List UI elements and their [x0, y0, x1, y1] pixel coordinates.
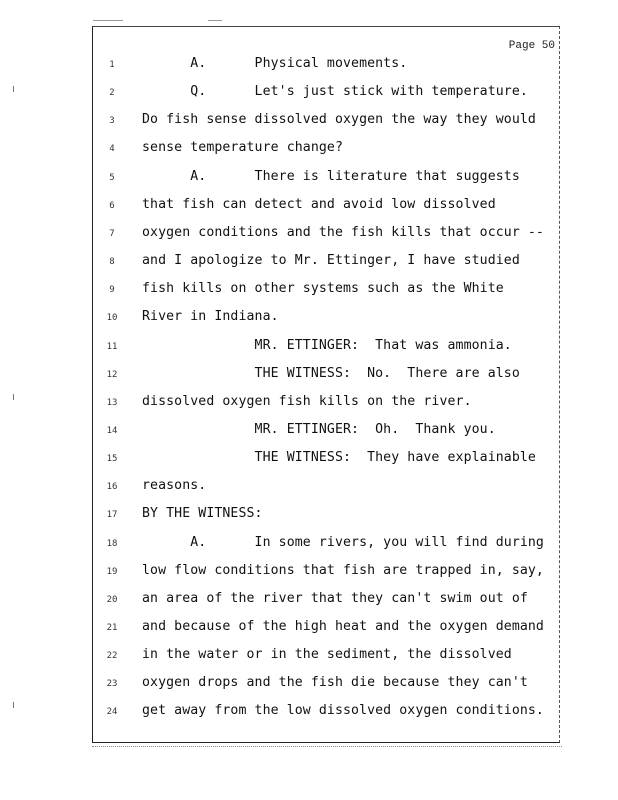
line-number: 11: [106, 341, 118, 352]
line-number: 10: [106, 313, 118, 324]
line-text: A. In some rivers, you will find during: [142, 534, 544, 550]
line-text: dissolved oxygen fish kills on the river.: [142, 393, 472, 409]
line-number: 6: [109, 200, 115, 211]
line-text: and I apologize to Mr. Ettinger, I have studied: [142, 253, 520, 269]
transcript-line: [0, 142, 618, 170]
transcript-line: [0, 705, 618, 733]
line-text: BY THE WITNESS:: [142, 506, 263, 522]
line-number: 23: [106, 679, 118, 690]
page-number: Page 50: [508, 40, 555, 52]
line-text: THE WITNESS: They have explainable: [142, 450, 536, 466]
line-number: 12: [106, 369, 118, 380]
line-text: oxygen conditions and the fish kills that occur --: [142, 224, 544, 240]
line-number: 5: [109, 172, 115, 183]
line-number: 7: [109, 228, 115, 239]
line-text: and because of the high heat and the oxygen demand: [142, 619, 544, 634]
transcript-line: [0, 365, 618, 396]
line-number: 16: [106, 482, 118, 493]
transcript-line: [0, 86, 618, 114]
transcript-line: [0, 255, 618, 283]
transcript-line: [0, 590, 618, 621]
line-number: 2: [109, 88, 115, 99]
line-text: MR. ETTINGER: Oh. Thank you.: [142, 421, 496, 437]
transcript-line: [0, 677, 618, 705]
transcript-line: [0, 58, 618, 86]
line-number: 22: [106, 651, 118, 662]
line-text: sense temperature change?: [142, 140, 343, 156]
line-number: 19: [106, 566, 118, 577]
line-number: 3: [109, 116, 115, 127]
line-text: oxygen drops and the fish die because they can't: [142, 675, 528, 691]
line-text: get away from the low dissolved oxygen conditions.: [142, 703, 544, 719]
transcript-line: [0, 480, 618, 508]
transcript-line: [0, 534, 618, 565]
line-number: 4: [109, 144, 115, 155]
transcript-line: [0, 452, 618, 480]
line-text: MR. ETTINGER: That was ammonia.: [142, 337, 512, 353]
line-number: 13: [106, 397, 118, 408]
line-number: 15: [106, 454, 118, 465]
transcript-line: [0, 621, 618, 649]
line-number: 9: [109, 285, 115, 296]
line-number: 17: [106, 510, 118, 521]
transcript-line: [0, 649, 618, 677]
line-text: fish kills on other systems such as the White: [142, 281, 504, 297]
scan-mark: [208, 20, 222, 21]
line-text: that fish can detect and avoid low dissolved: [142, 196, 496, 212]
line-text: low flow conditions that fish are trapped in, say,: [142, 562, 544, 578]
line-number: 8: [109, 257, 115, 268]
scan-mark: [93, 20, 123, 21]
transcript-line: [0, 224, 618, 255]
line-number: 18: [106, 538, 118, 549]
transcript-line: [0, 196, 618, 227]
transcript-line: [0, 168, 618, 199]
line-text: in the water or in the sediment, the dissolved: [142, 647, 512, 663]
line-text: A. Physical movements.: [142, 56, 408, 71]
line-text: Q. Let's just stick with temperature.: [142, 84, 528, 100]
scan-artifact: [92, 746, 562, 747]
line-text: River in Indiana.: [142, 309, 279, 325]
transcript-line: [0, 421, 618, 452]
transcript-line: [0, 337, 618, 368]
line-text: THE WITNESS: No. There are also: [142, 365, 520, 381]
line-number: 21: [106, 623, 118, 633]
transcript-line: [0, 114, 618, 142]
line-number: 14: [106, 425, 118, 436]
transcript-line: [0, 311, 618, 339]
transcript-line: [0, 508, 618, 536]
line-number: 24: [106, 707, 118, 718]
transcript-line: [0, 562, 618, 593]
line-text: Do fish sense dissolved oxygen the way they would: [142, 112, 536, 128]
line-text: an area of the river that they can't swim out of: [142, 590, 528, 606]
line-text: reasons.: [142, 478, 207, 494]
line-text: A. There is literature that suggests: [142, 168, 520, 184]
line-number: 1: [109, 60, 115, 70]
transcript-line: [0, 283, 618, 311]
line-number: 20: [106, 594, 118, 605]
transcript-line: [0, 393, 618, 424]
